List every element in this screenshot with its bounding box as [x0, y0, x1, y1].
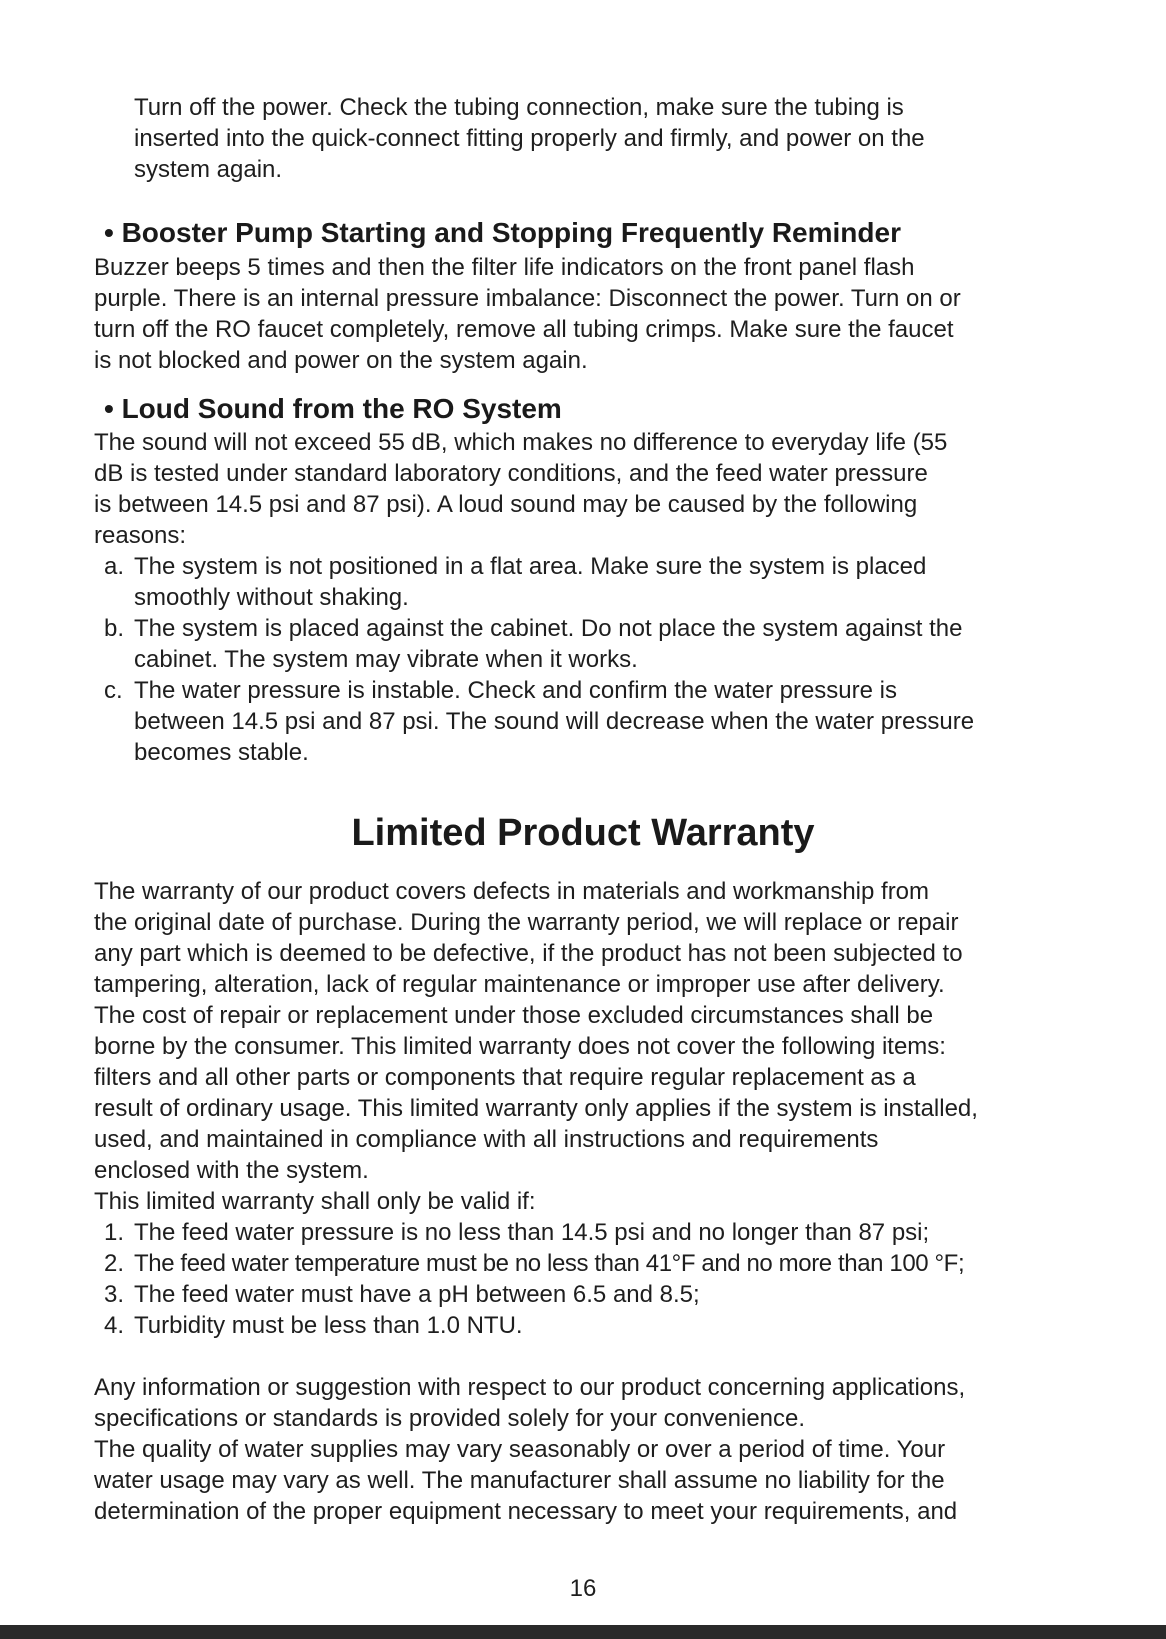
list-item-line: The system is not positioned in a flat area. Make sure the system is placed [134, 553, 927, 580]
loud-line: reasons: [94, 522, 187, 549]
condition-text: The feed water pressure is no less than 14.5 psi and no longer than 87 psi; [134, 1219, 930, 1246]
closing-line: Any information or suggestion with respect to our product concerning applications, [94, 1374, 966, 1401]
list-marker: b. [104, 615, 125, 642]
warranty-line: The cost of repair or replacement under those excluded circumstances shall be [94, 1002, 934, 1029]
section-heading-booster-pump: • Booster Pump Starting and Stopping Frequently Reminder [104, 217, 901, 248]
list-item-line: between 14.5 psi and 87 psi. The sound will decrease when the water pressure [134, 708, 975, 735]
list-marker: a. [104, 553, 125, 580]
loud-line: dB is tested under standard laboratory conditions, and the feed water pressure [94, 460, 928, 487]
booster-line: Buzzer beeps 5 times and then the filter life indicators on the front panel flash [94, 254, 915, 281]
condition-text: The feed water temperature must be no less than 41°F and no more than 100 °F; [134, 1250, 965, 1277]
list-item-line: becomes stable. [134, 739, 309, 766]
booster-line: turn off the RO faucet completely, remove all tubing crimps. Make sure the faucet [94, 316, 954, 343]
condition-text: Turbidity must be less than 1.0 NTU. [134, 1312, 523, 1339]
closing-line: water usage may vary as well. The manufacturer shall assume no liability for the [94, 1467, 945, 1494]
condition-number: 4. [104, 1312, 125, 1339]
list-item-line: cabinet. The system may vibrate when it works. [134, 646, 638, 673]
closing-line: The quality of water supplies may vary seasonably or over a period of time. Your [94, 1436, 946, 1463]
condition-number: 3. [104, 1281, 125, 1308]
loud-line: is between 14.5 psi and 87 psi). A loud sound may be caused by the following [94, 491, 918, 518]
condition-number: 1. [104, 1219, 125, 1246]
section-heading-loud-sound: • Loud Sound from the RO System [104, 393, 562, 424]
warranty-line: This limited warranty shall only be valid if: [94, 1188, 536, 1215]
condition-number: 2. [104, 1250, 125, 1277]
warranty-line: borne by the consumer. This limited warranty does not cover the following items: [94, 1033, 946, 1060]
booster-line: is not blocked and power on the system again. [94, 347, 588, 374]
list-item-line: smoothly without shaking. [134, 584, 409, 611]
warranty-line: result of ordinary usage. This limited warranty only applies if the system is installed, [94, 1095, 978, 1122]
closing-line: determination of the proper equipment necessary to meet your requirements, and [94, 1498, 958, 1525]
condition-text: The feed water must have a pH between 6.5 and 8.5; [134, 1281, 700, 1308]
warranty-line: any part which is deemed to be defective, if the product has not been subjected to [94, 940, 963, 967]
warranty-line: tampering, alteration, lack of regular maintenance or improper use after delivery. [94, 971, 945, 998]
loud-line: The sound will not exceed 55 dB, which makes no difference to everyday life (55 [94, 429, 948, 456]
intro-line: system again. [134, 156, 283, 183]
warranty-title: Limited Product Warranty [351, 812, 815, 854]
warranty-line: used, and maintained in compliance with all instructions and requirements [94, 1126, 879, 1153]
list-item-line: The water pressure is instable. Check and confirm the water pressure is [134, 677, 897, 704]
page-edge-divider [0, 1625, 1166, 1639]
warranty-line: enclosed with the system. [94, 1157, 369, 1184]
intro-line: Turn off the power. Check the tubing connection, make sure the tubing is [134, 94, 904, 121]
page-number: 16 [569, 1575, 597, 1602]
warranty-line: the original date of purchase. During the warranty period, we will replace or repair [94, 909, 959, 936]
booster-line: purple. There is an internal pressure imbalance: Disconnect the power. Turn on or [94, 285, 961, 312]
warranty-line: filters and all other parts or components that require regular replacement as a [94, 1064, 916, 1091]
list-item-line: The system is placed against the cabinet. Do not place the system against the [134, 615, 963, 642]
intro-line: inserted into the quick-connect fitting properly and firmly, and power on the [134, 125, 925, 152]
closing-line: specifications or standards is provided solely for your convenience. [94, 1405, 806, 1432]
list-marker: c. [104, 677, 123, 704]
warranty-line: The warranty of our product covers defects in materials and workmanship from [94, 878, 930, 905]
